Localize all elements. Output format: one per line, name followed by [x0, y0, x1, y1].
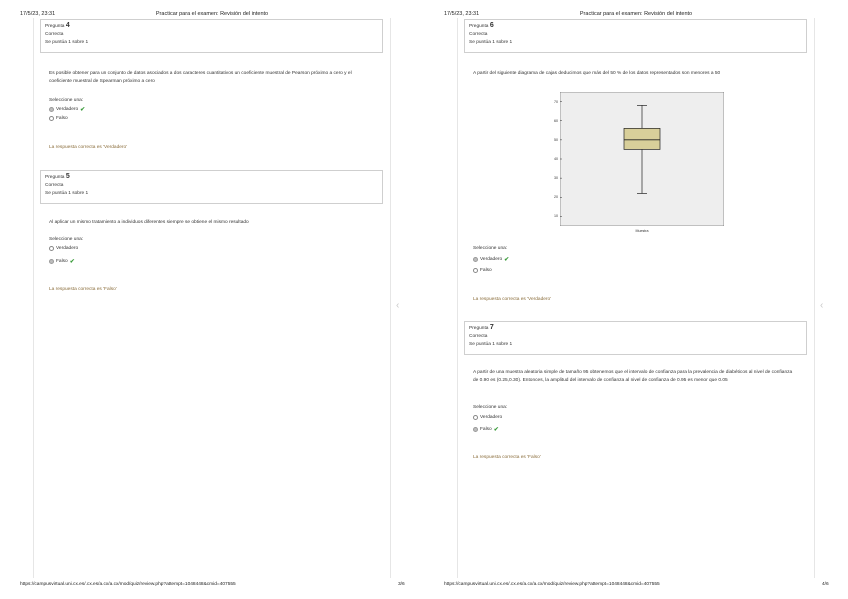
radio-icon[interactable] — [49, 116, 54, 121]
left-border — [33, 18, 34, 578]
option-label: Verdadero — [480, 415, 503, 420]
question-label: Pregunta — [45, 24, 65, 29]
question-info-6 — [464, 19, 807, 53]
choose-prompt: Seleccione una: — [473, 246, 508, 251]
question-text: A partir de una muestra aleatoria simple de tamaño 95 obtenemos que el intervalo de confianza para la prevalencia de diabéticos al nivel de confianza de 0.90 es (0.25,0.30). Entonces, la amplitud del intervalo de confianza al nivel de confianza de 0.95 es menor que 0.05 — [473, 370, 793, 383]
x-tick-label: Muestra — [635, 229, 649, 233]
option-label: Falso — [480, 268, 492, 273]
option-falso[interactable] — [49, 258, 75, 265]
y-tick-label: 70 — [554, 99, 558, 104]
y-tick-label: 50 — [554, 137, 558, 142]
option-label: Verdadero — [56, 246, 79, 251]
radio-selected-icon[interactable] — [49, 259, 54, 264]
feedback: La respuesta correcta es 'Falso' — [49, 287, 117, 292]
feedback: La respuesta correcta es 'Verdadero' — [473, 297, 552, 302]
question-score: Se puntúa 1 sobre 1 — [469, 342, 513, 347]
check-icon: ✔ — [504, 257, 510, 263]
option-verdadero[interactable] — [473, 415, 502, 420]
footer-page-number: 3/6 — [398, 582, 405, 587]
chevron-left-icon[interactable]: ‹ — [820, 300, 824, 311]
question-score: Se puntúa 1 sobre 1 — [469, 40, 513, 45]
right-border — [390, 18, 391, 578]
option-verdadero[interactable] — [473, 256, 509, 263]
footer-url: https://campusvirtual.uni.cx.es/.cx.es/a.cx/a.cx/mod/quiz/review.php?attempt=1048448&cmid=407555 — [444, 582, 660, 587]
iqr-box — [624, 128, 660, 149]
feedback: La respuesta correcta es 'Verdadero' — [49, 145, 128, 150]
radio-selected-icon[interactable] — [49, 107, 54, 112]
check-icon: ✔ — [69, 259, 75, 265]
question-number: 5 — [65, 173, 70, 180]
question-state: Correcta — [469, 32, 488, 37]
boxplot-chart — [560, 92, 724, 226]
question-text: Es posible obtener para un conjunto de datos asociados a dos caracteres cuantitativos un coeficiente muestral de Pearson próximo a cero y el coeficiente muestral de Spearman próximo a cero — [49, 71, 352, 84]
question-state: Correcta — [469, 334, 488, 339]
radio-selected-icon[interactable] — [473, 427, 478, 432]
question-score: Se puntúa 1 sobre 1 — [45, 40, 89, 45]
option-falso[interactable] — [49, 116, 68, 121]
y-tick-label: 60 — [554, 118, 558, 123]
header-date: 17/5/23, 23:31 — [20, 11, 56, 17]
question-info-5 — [40, 170, 383, 204]
y-tick-label: 30 — [554, 176, 558, 181]
option-label: Falso — [56, 116, 68, 121]
question-number: 6 — [489, 22, 494, 29]
radio-icon[interactable] — [473, 415, 478, 420]
question-label: Pregunta — [469, 326, 489, 331]
header-title: Practicar para el examen: Revisión del intento — [579, 11, 693, 17]
y-tick-label: 10 — [554, 214, 558, 219]
question-number: 4 — [65, 22, 70, 29]
footer-page-number: 4/6 — [822, 582, 829, 587]
question-score: Se puntúa 1 sobre 1 — [45, 191, 89, 196]
option-label: Falso — [480, 427, 492, 432]
right-border — [814, 18, 815, 578]
question-label: Pregunta — [45, 175, 65, 180]
header-date: 17/5/23, 23:31 — [444, 11, 480, 17]
chevron-left-icon[interactable]: ‹ — [396, 300, 400, 311]
option-verdadero[interactable] — [49, 246, 78, 251]
check-icon: ✔ — [80, 107, 86, 113]
option-label: Verdadero — [480, 257, 503, 262]
question-state: Correcta — [45, 32, 64, 37]
question-number: 7 — [489, 324, 494, 331]
choose-prompt: Seleccione una: — [49, 237, 84, 242]
radio-icon[interactable] — [49, 246, 54, 251]
choose-prompt: Seleccione una: — [473, 405, 508, 410]
question-text: A partir del siguiente diagrama de cajas deducimos que más del 50 % de los datos representados son menores a 50 — [473, 71, 721, 76]
option-falso[interactable] — [473, 268, 492, 273]
feedback: La respuesta correcta es 'Falso' — [473, 455, 541, 460]
question-info-4 — [40, 19, 383, 53]
option-label: Verdadero — [56, 107, 79, 112]
question-state: Correcta — [45, 183, 64, 188]
option-verdadero[interactable] — [49, 106, 85, 113]
footer-url: https://campusvirtual.uni.cx.es/.cx.es/a.cx/a.cx/mod/quiz/review.php?attempt=1048448&cmid=407555 — [20, 582, 236, 587]
question-text: Al aplicar un mismo tratamiento a individuos diferentes siempre se obtiene el mismo resultado — [49, 220, 249, 225]
y-tick-label: 20 — [554, 195, 558, 200]
y-tick-label: 40 — [554, 157, 558, 161]
left-border — [457, 18, 458, 578]
radio-selected-icon[interactable] — [473, 257, 478, 262]
option-label: Falso — [56, 259, 68, 264]
option-falso[interactable] — [473, 426, 499, 433]
header-title: Practicar para el examen: Revisión del intento — [155, 11, 269, 17]
question-label: Pregunta — [469, 24, 489, 29]
pdf-page-4 — [424, 0, 848, 599]
question-info-7 — [464, 321, 807, 355]
radio-icon[interactable] — [473, 268, 478, 273]
choose-prompt: Seleccione una: — [49, 98, 84, 103]
check-icon: ✔ — [493, 427, 499, 433]
